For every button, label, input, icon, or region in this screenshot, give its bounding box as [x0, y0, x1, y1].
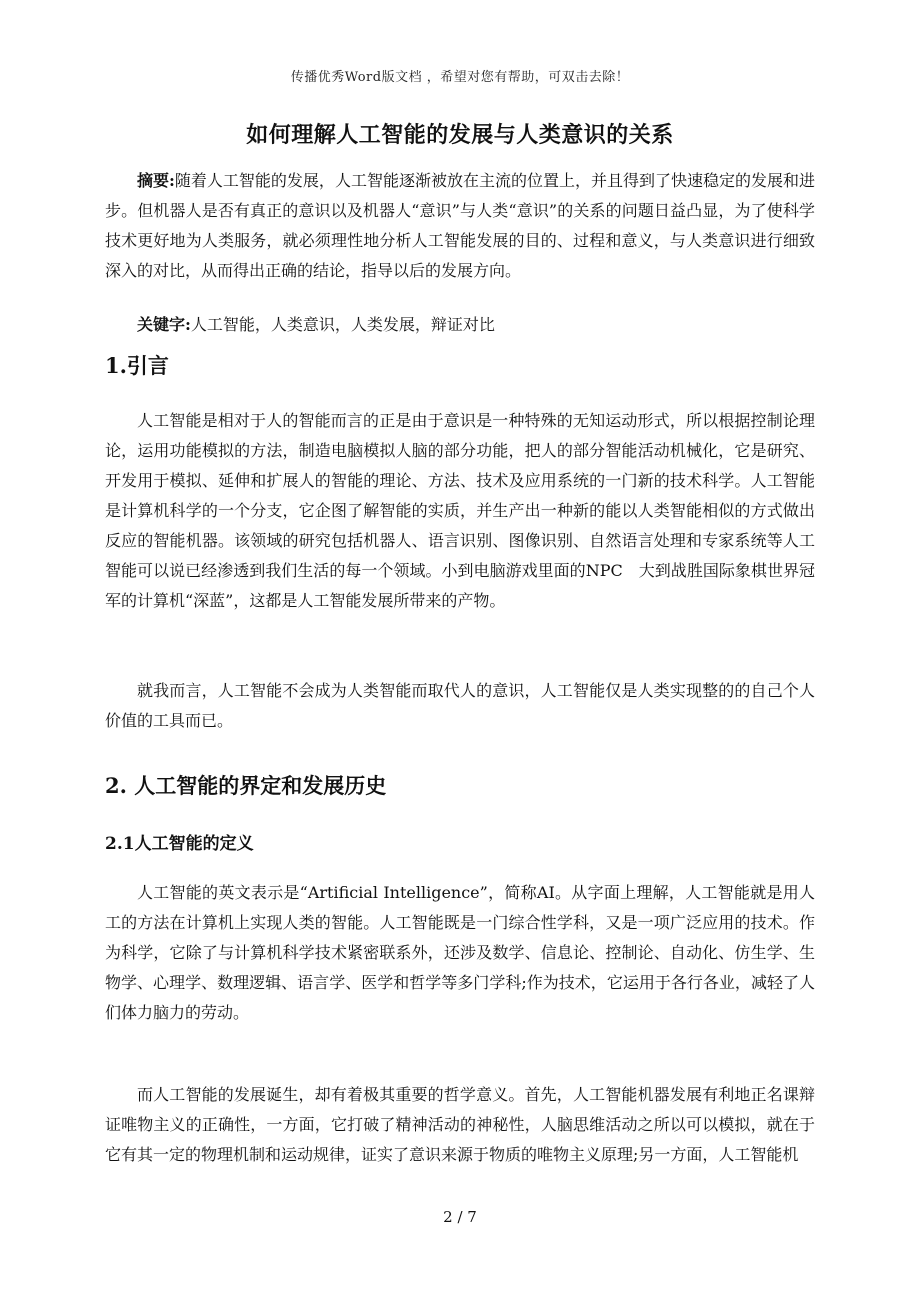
- keywords-label: 关键字:: [137, 315, 191, 334]
- intro-paragraph-1: 人工智能是相对于人的智能而言的正是由于意识是一种特殊的无知运动形式，所以根据控制论理论，运用功能模拟的方法，制造电脑模拟人脑的部分功能，把人的部分智能活动机械化，它是研究、开发用于模拟、延伸和扩展人的智能的理论、方法、技术及应用系统的一门新的技术科学。人工智能是计算机科学的一个分支，它企图了解智能的实质，并生产出一种新的能以人类智能相似的方式做出反应的智能机器。该领域的研究包括机器人、语言识别、图像识别、自然语言处理和专家系统等人工智能可以说已经渗透到我们生活的每一个领域。小到电脑游戏里面的NPC 大到战胜国际象棋世界冠军的计算机“深蓝”，这都是人工智能发展所带来的产物。: [105, 411, 815, 610]
- header-note: 传播优秀Word版文档 ，希望对您有帮助，可双击去除！: [290, 70, 630, 85]
- definition-paragraph-1: 人工智能的英文表示是“Artificial Intelligence”，简称AI。从字面上理解，人工智能就是用人工的方法在计算机上实现人类的智能。人工智能既是一门综合性学科，又是一项广泛应用的技术。作为科学，它除了与计算机科学技术紧密联系外，还涉及数学、信息论、控制论、自动化、仿生学、生物学、心理学、数理逻辑、语言学、医学和哲学等多门学科;作为技术，它运用于各行各业，减轻了人们体力脑力的劳动。: [105, 883, 815, 1022]
- intro-paragraph-2: 就我而言，人工智能不会成为人类智能而取代人的意识，人工智能仅是人类实现整的的自己个人价值的工具而已。: [105, 681, 815, 730]
- keywords-text: 人工智能，人类意识，人类发展，辩证对比: [190, 315, 495, 334]
- keywords-paragraph: [105, 310, 815, 340]
- abstract-paragraph: [105, 166, 815, 286]
- abstract-label: 摘要:: [137, 171, 175, 190]
- definition-paragraph-2: 而人工智能的发展诞生，却有着极其重要的哲学意义。首先，人工智能机器发展有利地正名课辩证唯物主义的正确性，一方面，它打破了精神活动的神秘性，人脑思维活动之所以可以模拟，就在于它有其一定的物理机制和运动规律，证实了意识来源于物质的唯物主义原理;另一方面，人工智能机: [105, 1085, 815, 1164]
- section-1-heading: 1.引言: [105, 353, 169, 378]
- abstract-text: 随着人工智能的发展，人工智能逐渐被放在主流的位置上，并且得到了快速稳定的发展和进步。但机器人是否有真正的意识以及机器人“意识”与人类“意识”的关系的问题日益凸显，为了使科学技术更好地为人类服务，就必须理性地分析人工智能发展的目的、过程和意义，与人类意识进行细致深入的对比，从而得出正确的结论，指导以后的发展方向。: [105, 171, 815, 280]
- section-2-heading: 2. 人工智能的界定和发展历史: [105, 773, 387, 798]
- document-title: 如何理解人工智能的发展与人类意识的关系: [246, 122, 674, 148]
- section-2-1-heading: 2.1人工智能的定义: [105, 834, 254, 854]
- page-number: 2 / 7: [443, 1208, 477, 1226]
